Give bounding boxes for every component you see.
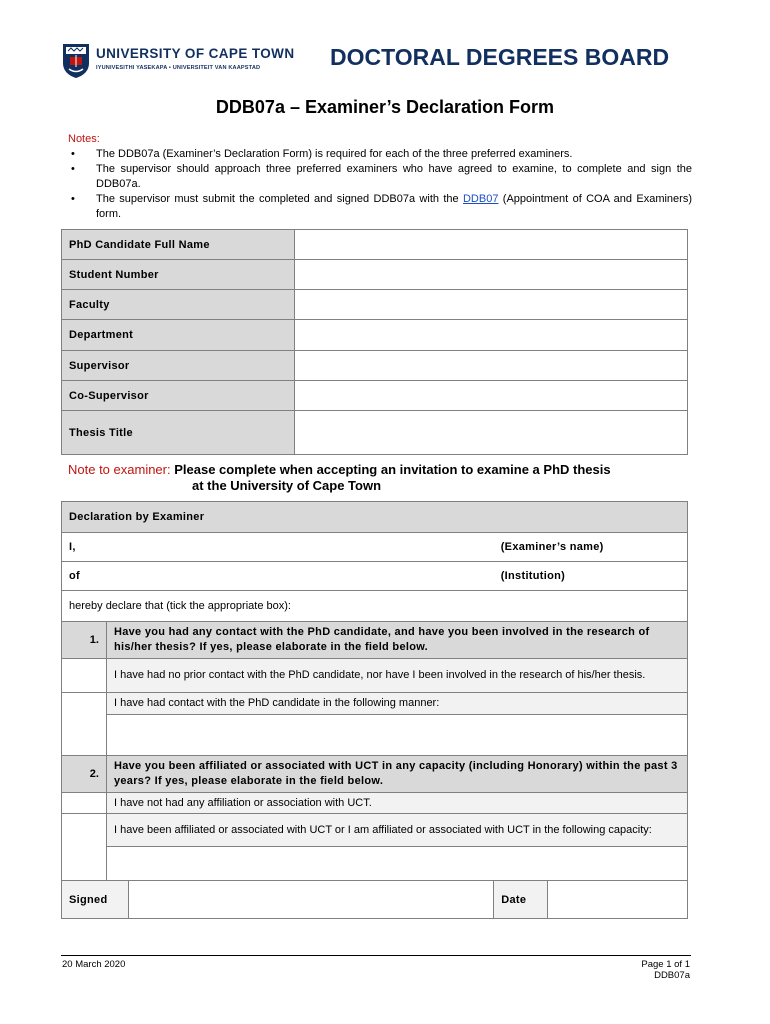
table-row [62,533,688,562]
table-row [62,793,688,814]
q2-number: 2. [62,756,107,793]
table-row [62,290,688,320]
thesis-title-label: Thesis Title [62,411,295,455]
department-label: Department [62,320,295,351]
institution-label: (Institution) [494,562,688,591]
declaration-table [61,501,688,919]
department-field[interactable] [295,320,688,351]
table-row [62,659,688,693]
q1-option-b-checkbox[interactable] [62,693,107,756]
date-field[interactable] [548,881,688,919]
table-row [62,411,688,455]
note-item [68,162,692,192]
footer-page-info [560,959,690,981]
institution-field[interactable] [90,562,493,591]
supervisor-field[interactable] [295,351,688,381]
q1-number: 1. [62,622,107,659]
ddb07-link[interactable]: DDB07 [462,193,499,205]
note-text: The DDB07a (Examiner’s Declaration Form) is required for each of the three preferred examiners. [96,148,573,160]
table-row [62,847,688,881]
of-label: of [62,562,91,591]
q2-option-a-checkbox[interactable] [62,793,107,814]
table-row [62,715,688,756]
faculty-field[interactable] [295,290,688,320]
hereby-declare-text: hereby declare that (tick the appropriate box): [62,591,688,622]
co-supervisor-label: Co-Supervisor [62,381,295,411]
table-row [62,320,688,351]
examiner-name-field[interactable] [90,533,493,562]
table-row [62,756,688,793]
candidate-name-label: PhD Candidate Full Name [62,230,295,260]
q2-option-b-text: I have been affiliated or associated with UCT or I am affiliated or associated with UCT in the following capacity: [106,814,687,847]
q2-text: Have you been affiliated or associated with UCT in any capacity (including Honorary) within the past 3 years? If yes, please elaborate in the field below. [106,756,687,793]
q1-option-a-checkbox[interactable] [62,659,107,693]
q2-option-b-checkbox[interactable] [62,814,107,881]
q2-option-a-text: I have not had any affiliation or association with UCT. [106,793,687,814]
note-text: The supervisor must submit the completed and signed DDB07a with the [96,193,463,205]
faculty-label: Faculty [62,290,295,320]
signature-field[interactable] [128,881,493,919]
note-item [68,147,692,162]
board-title: DOCTORAL DEGREES BOARD [330,44,670,70]
student-number-field[interactable] [295,260,688,290]
table-row [62,814,688,847]
note-to-examiner-line2: at the University of Cape Town [192,478,382,493]
notes-section [68,132,692,222]
table-row [62,381,688,411]
q2-elaboration-field[interactable] [106,847,687,881]
declaration-heading: Declaration by Examiner [62,502,688,533]
footer-date: 20 March 2020 [62,959,126,970]
form-title: DDB07a – Examiner’s Declaration Form [215,97,555,117]
q1-option-b-text: I have had contact with the PhD candidate in the following manner: [106,693,687,715]
q1-option-a-text: I have had no prior contact with the PhD candidate, nor have I been involved in the research of his/her thesis. [106,659,687,693]
examiner-name-label: (Examiner’s name) [494,533,688,562]
table-row [62,351,688,381]
student-number-label: Student Number [62,260,295,290]
table-row [62,881,688,919]
thesis-title-field[interactable] [295,411,688,455]
table-row [62,230,688,260]
notes-label: Notes: [68,133,100,145]
table-row [62,502,688,533]
university-logo [62,43,300,79]
uct-crest-icon [62,43,90,79]
i-label: I, [62,533,91,562]
table-row [62,693,688,715]
date-label: Date [494,881,548,919]
note-to-examiner-label: Note to examiner: [68,462,171,477]
table-row [62,562,688,591]
bullet-icon: • [71,148,75,160]
table-row [62,622,688,659]
note-to-examiner-line1: Please complete when accepting an invitation to examine a PhD thesis [174,462,611,477]
note-item [68,192,692,222]
bullet-icon: • [71,193,75,205]
form-code: DDB07a [654,970,690,981]
table-row [62,591,688,622]
candidate-name-field[interactable] [295,230,688,260]
supervisor-label: Supervisor [62,351,295,381]
note-to-examiner [68,462,698,494]
table-row [62,260,688,290]
q1-elaboration-field[interactable] [106,715,687,756]
page-number: Page 1 of 1 [641,959,690,970]
note-text: The supervisor should approach three preferred examiners who have agreed to examine, to complete and sign the DDB07a. [96,163,692,190]
note-text: (Appointment of COA and Examiners) form. [96,193,692,220]
university-name: UNIVERSITY OF CAPE TOWN [96,46,295,61]
university-subtitle: IYUNIVESITHI YASEKAPA • UNIVERSITEIT VAN KAAPSTAD [96,65,261,71]
candidate-details-table [61,229,688,455]
signed-label: Signed [62,881,129,919]
notes-list [68,147,692,222]
bullet-icon: • [71,163,75,175]
q1-text: Have you had any contact with the PhD candidate, and have you been involved in the research of his/her thesis? If yes, please elaborate in the field below. [106,622,687,659]
footer-divider [61,955,691,956]
co-supervisor-field[interactable] [295,381,688,411]
